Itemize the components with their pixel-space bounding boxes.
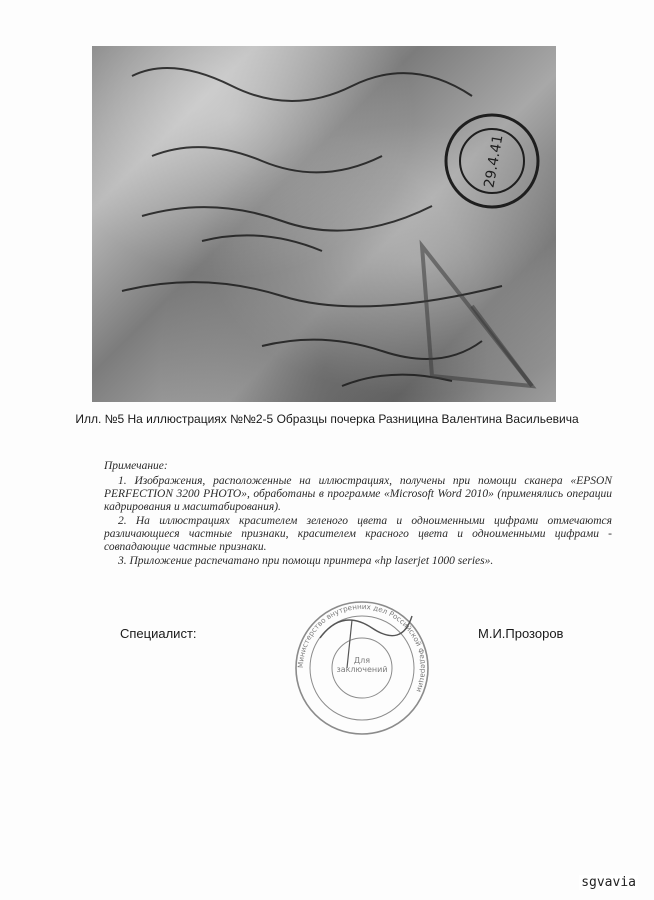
postmark xyxy=(446,115,538,207)
notes-section xyxy=(104,460,612,569)
envelope-scan-image xyxy=(92,46,556,402)
svg-text:29.4.41: 29.4.41 xyxy=(481,133,507,190)
seal-ring-text: Министерство внутренних дел Российской Федерации xyxy=(295,601,429,694)
official-seal xyxy=(292,598,432,738)
notes-heading: Примечание: xyxy=(104,460,168,472)
illustration-caption: Илл. №5 На иллюстрациях №№2-5 Образцы почерка Разницина Валентина Васильевича xyxy=(75,412,579,426)
specialist-name: М.И.Прозоров xyxy=(478,626,564,641)
note-item: 2. На иллюстрациях красителем зеленого цвета и одноименными цифрами отмечаются различающиеся частные признаки, красителем красного цвета и одноименными цифрами - совпадающие частные признаки. xyxy=(104,515,612,553)
seal-svg xyxy=(292,598,432,738)
handwriting-svg xyxy=(92,46,556,402)
specialist-label: Специалист: xyxy=(120,626,197,641)
watermark: sgvavia xyxy=(581,875,636,890)
note-item: 3. Приложение распечатано при помощи принтера «hp laserjet 1000 series». xyxy=(118,555,494,567)
seal-center-text: Для заключений xyxy=(336,656,388,674)
note-item: 1. Изображения, расположенные на иллюстрациях, получены при помощи сканера «EPSON PERFECTION 3200 PHOTO», обработаны в программе «Microsoft Word 2010» (применялись операции кадрирования и масштабирования). xyxy=(104,475,612,513)
